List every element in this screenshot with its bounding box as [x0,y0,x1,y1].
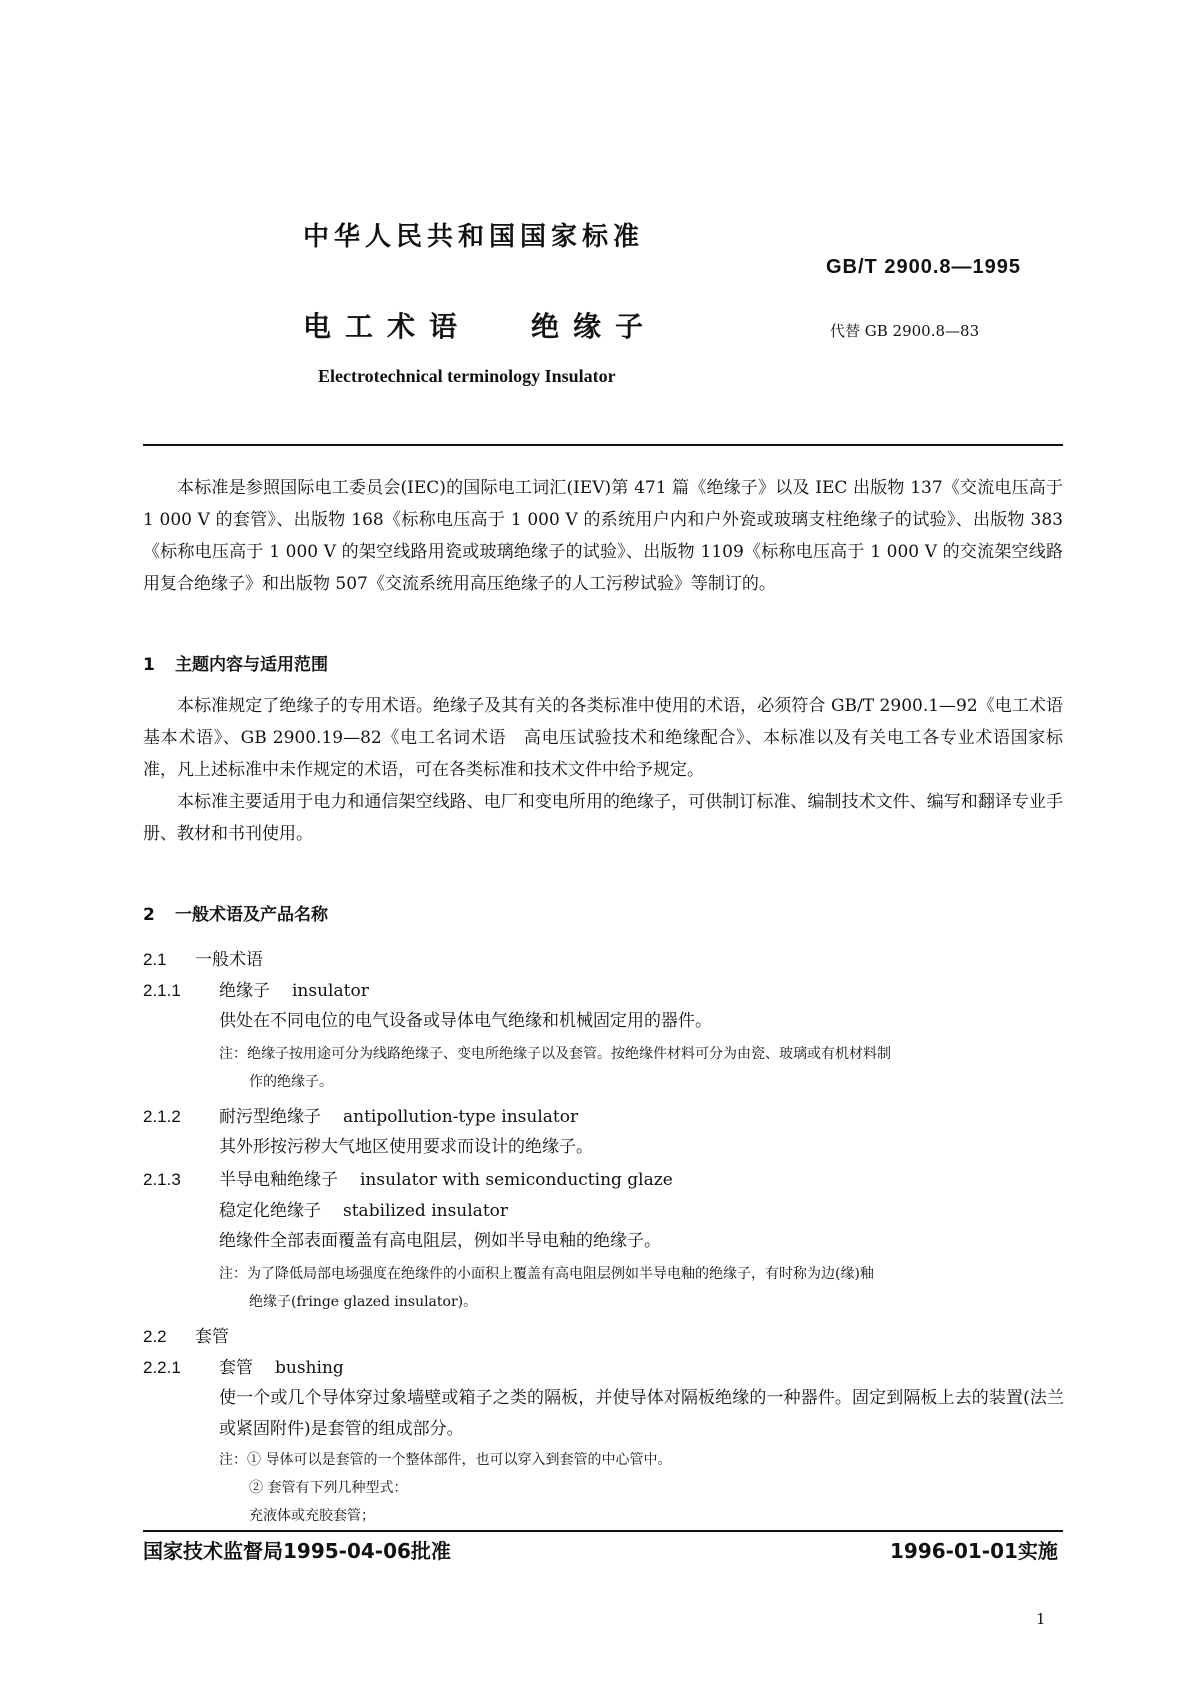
effective-date: 1996-01-01实施 [890,1539,1058,1563]
term-2-2-1-definition: 使一个或几个导体穿过象墙壁或箱子之类的隔板，并使导体对隔板绝缘的一种器件。固定到隔板上去的装置(法兰或紧固附件)是套管的组成部分。 [219,1388,1064,1439]
term-2-1-3-definition: 绝缘件全部表面覆盖有高电阻层，例如半导电釉的绝缘子。 [219,1231,661,1251]
term-en: bushing [275,1358,344,1378]
term-number: 2.1.2 [143,1107,181,1126]
footer-divider [143,1530,1063,1532]
title-cn-part-b: 绝缘子 [531,310,658,343]
term-number: 2.2.1 [143,1358,181,1377]
term-2-1-1-note [219,1040,1064,1096]
section-1-heading [143,650,328,675]
subsection-2-2-heading [143,1322,229,1347]
term-2-2-1 [143,1353,344,1378]
document-title-cn [303,305,657,345]
section-title: 一般术语及产品名称 [175,905,328,925]
document-title-en: Electrotechnical terminology Insulator [318,366,616,386]
section-2-heading [143,900,328,925]
term-en: insulator with semiconducting glaze [360,1170,673,1190]
note-line: 绝缘子(fringe glazed insulator)。 [249,1294,478,1310]
section-1-body [143,690,1080,850]
section-title: 主题内容与适用范围 [175,655,328,675]
term-2-1-1 [143,976,369,1001]
subsection-title: 一般术语 [195,950,263,970]
approval-date: 国家技术监督局1995-04-06批准 [143,1539,451,1563]
section-1-paragraph-1: 本标准规定了绝缘子的专用术语。绝缘子及其有关的各类标准中使用的术语，必须符合 GB/T 2900.1—92《电工术语 基本术语》、GB 2900.19—82《电工名词术语 高电压试验技术和绝缘配合》、本标准以及有关电工各专业术语国家标准，凡上述标准中未作规定的术语，可在各类标准和技术文件中给予规定。 [143,696,1080,780]
term-en: stabilized insulator [343,1201,509,1221]
term-en: antipollution-type insulator [343,1107,579,1127]
term-number: 2.1.1 [143,981,181,1000]
term-cn: 绝缘子 [219,981,270,1001]
term-cn: 半导电釉绝缘子 [219,1170,338,1190]
term-en: insulator [292,981,369,1001]
subsection-number: 2.1 [143,950,167,969]
term-number: 2.1.3 [143,1170,181,1189]
term-2-1-1-definition: 供处在不同电位的电气设备或导体电气绝缘和机械固定用的器件。 [219,1011,712,1031]
section-1-paragraph-2: 本标准主要适用于电力和通信架空线路、电厂和变电所用的绝缘子，可供制订标准、编制技术文件、编写和翻译专业手册、教材和书刊使用。 [143,792,1063,844]
term-2-1-2 [143,1102,578,1127]
national-standard-title: 中华人民共和国国家标准 [303,222,645,252]
term-2-2-1-notes [219,1446,1064,1530]
section-number: 1 [143,655,155,675]
subsection-title: 套管 [195,1327,229,1347]
term-cn: 套管 [219,1358,253,1378]
title-cn-part-a: 电工术语 [303,310,472,343]
term-cn: 稳定化绝缘子 [219,1201,321,1221]
subsection-number: 2.2 [143,1327,167,1346]
note-line: 作的绝缘子。 [249,1074,333,1090]
term-2-1-2-definition: 其外形按污秽大气地区使用要求而设计的绝缘子。 [219,1137,593,1157]
term-2-1-3-note [219,1260,1064,1316]
section-number: 2 [143,905,155,925]
term-2-1-3-synonym [219,1196,508,1221]
page-number: 1 [1036,1610,1046,1628]
note-line: 注：绝缘子按用途可分为线路绝缘子、变电所绝缘子以及套管。按绝缘件材料可分为由瓷、玻璃或有机材料制 [219,1046,891,1062]
subsection-2-1-heading [143,945,263,970]
note-line: 充液体或充胶套管； [249,1508,375,1524]
foreword [143,472,1063,600]
foreword-text: 本标准是参照国际电工委员会(IEC)的国际电工词汇(IEV)第 471 篇《绝缘子》以及 IEC 出版物 137《交流电压高于 1 000 V 的套管》、出版物 168《标称电压高于 1 000 V 的系统用户内和户外瓷或玻璃支柱绝缘子的试验》、出版物 383《标称电压高于 1 000 V 的架空线路用瓷或玻璃绝缘子的试验》、出版物 1109《标称电压高于 1 000 V 的交流架空线路用复合绝缘子》和出版物 507《交流系统用高压绝缘子的人工污秽试验》等制订的。 [143,478,1063,594]
term-cn: 耐污型绝缘子 [219,1107,321,1127]
header-divider [143,444,1063,446]
note-line: 注：① 导体可以是套管的一个整体部件，也可以穿入到套管的中心管中。 [219,1452,672,1468]
standard-number: GB/T 2900.8—1995 [826,256,1021,278]
note-line: ② 套管有下列几种型式： [249,1480,408,1496]
term-2-1-3 [143,1165,673,1190]
replaces-standard: 代替 GB 2900.8—83 [830,322,980,340]
note-line: 注：为了降低局部电场强度在绝缘件的小面积上覆盖有高电阻层例如半导电釉的绝缘子，有时称为边(缘)釉 [219,1266,874,1282]
